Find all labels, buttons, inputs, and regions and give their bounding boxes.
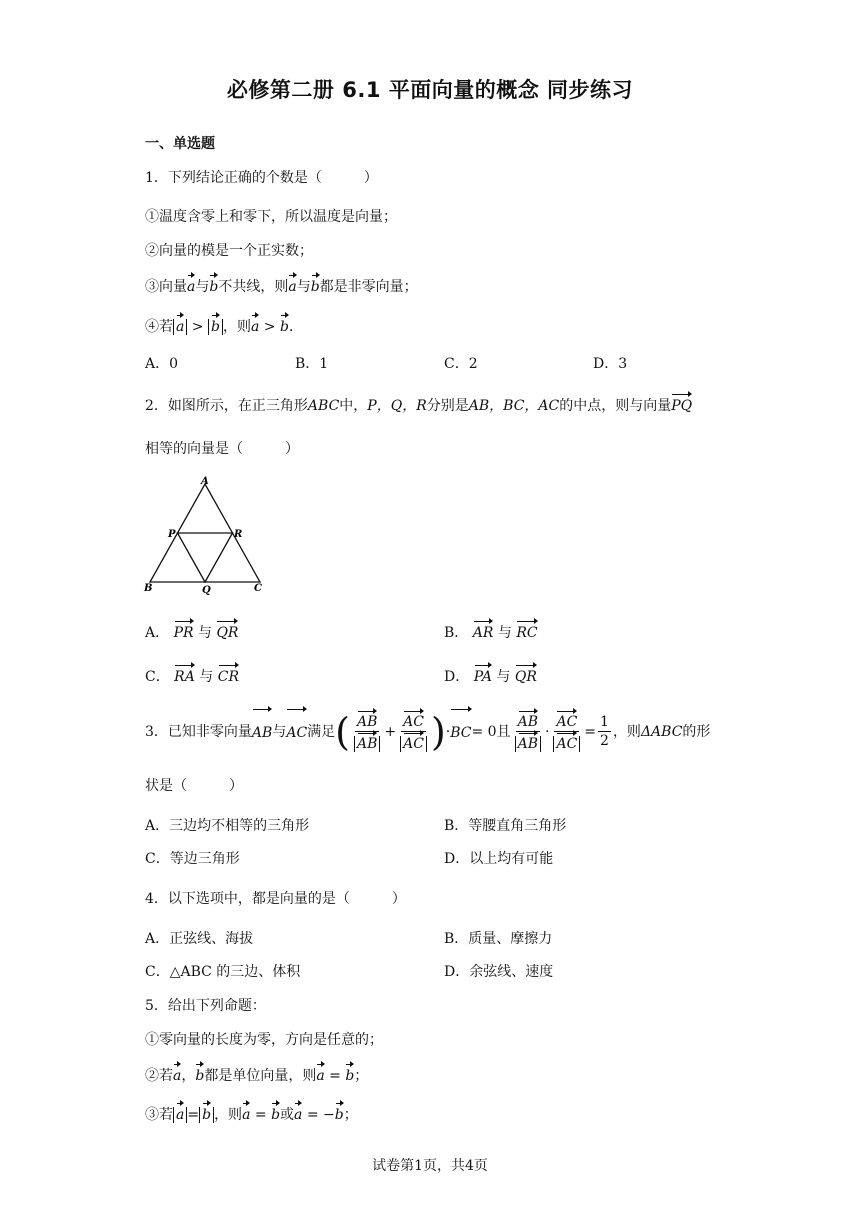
q2-option-c <box>145 664 239 687</box>
vector-a: a <box>242 1102 250 1125</box>
q3-option-a: A．三边均不相等的三角形 <box>145 818 310 834</box>
text: 或 <box>280 1107 295 1123</box>
text: 且 <box>496 723 511 740</box>
q2-stem-line2: 相等的向量是（ ） <box>145 441 299 457</box>
vector-b: b <box>280 314 289 337</box>
vector-ac: AC <box>286 708 307 755</box>
fraction-ac-unit: $\frac{AC}{AC}$ <box>551 710 582 753</box>
text: 满足 <box>307 723 336 740</box>
q3-option-b: B．等腰直角三角形 <box>444 818 567 834</box>
q1-stem: 1．下列结论正确的个数是（ ） <box>145 170 378 186</box>
vector: CR <box>218 664 239 687</box>
text: AB，BC，AC <box>468 398 560 414</box>
text: ΔABC <box>640 723 683 740</box>
text: 分别是 <box>426 398 469 414</box>
abs-a: a <box>173 1107 187 1123</box>
q1-statement-4: ④若 a > b ，则a > b． <box>145 314 303 337</box>
text: 3．已知非零向量 <box>145 723 252 740</box>
q5-statement-1: ①零向量的长度为零，方向是任意的； <box>145 1032 383 1048</box>
text: ②若 <box>145 1068 173 1084</box>
q1-option-c: C．2 <box>444 356 478 372</box>
vector: PR <box>174 620 194 643</box>
vector-b: b <box>345 1063 354 1086</box>
text: ABC <box>307 398 340 414</box>
q1-statement-3 <box>145 274 418 297</box>
q2-option-d <box>444 664 537 687</box>
text: 与 <box>497 625 512 641</box>
vector-a: a <box>251 314 259 337</box>
abs-b: b <box>208 319 223 335</box>
q4-option-b: B．质量、摩擦力 <box>444 931 553 947</box>
page-title: 必修第二册 6.1 平面向量的概念 同步练习 <box>226 78 634 102</box>
text: 与 <box>195 279 210 295</box>
q5-stem: 5．给出下列命题： <box>145 998 266 1014</box>
vector-b: b <box>311 274 320 297</box>
fraction-half: $\frac{1}{2}$ <box>600 714 609 749</box>
text: ，则 <box>222 319 251 335</box>
q4-option-a: A．正弦线、海拔 <box>145 931 254 947</box>
text: D． <box>444 669 470 685</box>
text: 与 <box>496 669 511 685</box>
text: 2．如图所示，在正三角形 <box>145 398 308 414</box>
text: A． <box>145 625 170 641</box>
q4-option-c: C．△ABC 的三边、体积 <box>145 964 301 980</box>
vector-a: a <box>288 274 296 297</box>
q5-statement-3: ③若 a = b ，则a = b或a = −b； <box>145 1102 358 1125</box>
vector-b: b <box>195 1063 204 1086</box>
label-b: B <box>144 583 153 594</box>
text: ； <box>354 1068 369 1084</box>
text: ． <box>288 319 303 335</box>
text: ， <box>181 1068 196 1084</box>
abs-b: b <box>199 1107 214 1123</box>
triangle-pqr <box>178 533 233 582</box>
text: ； <box>343 1107 358 1123</box>
q5-statement-2: ②若a，b都是单位向量，则a = b； <box>145 1063 368 1086</box>
fraction-ab-unit: $\frac{AB}{AB}$ <box>352 710 382 753</box>
text: 的中点，则与向量 <box>559 398 672 414</box>
q3-option-d: D．以上均有可能 <box>444 851 554 867</box>
fraction-ab-unit: $\frac{AB}{AB}$ <box>513 710 543 753</box>
vector-a: a <box>294 1102 302 1125</box>
text: 中， <box>339 398 368 414</box>
fraction-ac-unit: $\frac{AC}{AC}$ <box>398 710 429 753</box>
text: = 0 <box>471 723 497 740</box>
vector: QR <box>216 620 238 643</box>
text: ，则 <box>612 723 641 740</box>
q1-option-d: D．3 <box>593 356 628 372</box>
text: 与 <box>296 279 311 295</box>
text: B． <box>444 625 469 641</box>
vector-pq: PQ <box>671 393 692 416</box>
right-paren: ) <box>430 709 446 754</box>
q2-option-b <box>444 620 538 643</box>
text: 的形 <box>682 723 711 740</box>
label-p: P <box>168 529 176 540</box>
q4-option-d: D．余弦线、速度 <box>444 964 554 980</box>
text: P，Q，R <box>367 398 427 414</box>
abs-a: a <box>173 319 187 335</box>
q4-stem: 4．以下选项中，都是向量的是（ ） <box>145 891 406 907</box>
page-footer: 试卷第1页，共4页 <box>372 1158 488 1174</box>
q2-stem-line1 <box>145 393 692 416</box>
section-heading: 一、单选题 <box>145 136 215 152</box>
text: ③向量 <box>145 279 187 295</box>
q3-option-c: C．等边三角形 <box>145 851 240 867</box>
label-a: A <box>201 476 209 487</box>
label-c: C <box>254 583 262 594</box>
vector-bc: BC <box>450 708 471 755</box>
q3-stem-line1: 3．已知非零向量 AB 与 AC 满足 ( $\frac{AB}{AB}$ + $\frac{AC}{AC}$ ) · BC = 0 且 $\frac{AB}{AB}$ · $\frac{AC}{AC}$ = $\frac{1}{2}$ ，则 ΔABC 的形 <box>145 709 711 754</box>
vector: PA <box>474 664 492 687</box>
vector-a: a <box>173 1063 181 1086</box>
text: 与 <box>199 669 214 685</box>
vector-ab: AB <box>252 708 272 755</box>
text: C． <box>145 669 170 685</box>
text: ③若 <box>145 1107 173 1123</box>
q1-statement-2: ②向量的模是一个正实数； <box>145 243 313 259</box>
q1-option-a: A．0 <box>145 356 179 372</box>
vector: RA <box>174 664 195 687</box>
left-paren: ( <box>335 709 350 754</box>
label-r: R <box>234 529 243 540</box>
text: 都是非零向量； <box>319 279 418 295</box>
vector: QR <box>515 664 537 687</box>
q1-statement-1: ①温度含零上和零下，所以温度是向量； <box>145 209 397 225</box>
text: 与 <box>272 723 287 740</box>
vector-b: b <box>335 1102 344 1125</box>
q2-option-a <box>145 620 238 643</box>
q3-stem-line2: 状是（ ） <box>145 778 243 794</box>
text: ，则 <box>214 1107 243 1123</box>
text: 不共线，则 <box>218 279 289 295</box>
vector-a: a <box>316 1063 324 1086</box>
vector-b: b <box>209 274 218 297</box>
text: ④若 <box>145 319 173 335</box>
q1-option-b: B．1 <box>295 356 329 372</box>
text: 与 <box>198 625 212 641</box>
text: 都是单位向量，则 <box>204 1068 317 1084</box>
label-q: Q <box>202 585 211 596</box>
vector: RC <box>516 620 537 643</box>
vector-b: b <box>271 1102 280 1125</box>
triangle-figure <box>140 474 270 598</box>
vector: AR <box>473 620 494 643</box>
vector-a: a <box>187 274 195 297</box>
